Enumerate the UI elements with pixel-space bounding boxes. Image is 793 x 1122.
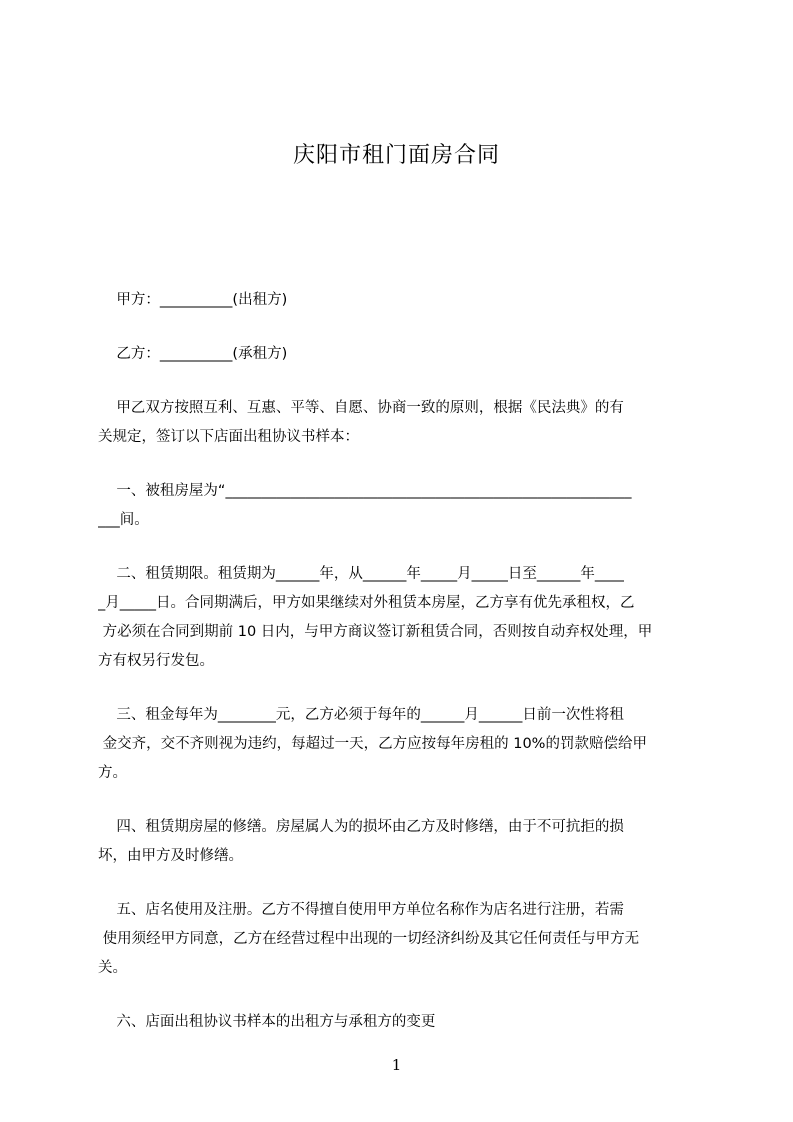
clause-1-line-1: 一、被租房屋为“________________________________________________________ [98, 483, 632, 499]
clause-6-line-1: 六、店面出租协议书样本的出租方与承租方的变更 [98, 1014, 436, 1030]
clause-2-line-4: 方有权另行发包。 [98, 653, 214, 669]
preamble-line-1: 甲乙双方按照互利、互惠、平等、自愿、协商一致的原则，根据《民法典》的有 [98, 400, 624, 416]
clause-4-line-2: 坏，由甲方及时修缮。 [98, 848, 243, 864]
clause-2-line-3: 方必须在合同到期前 10 日内，与甲方商议签订新租赁合同，否则按自动弃权处理，甲 [98, 624, 653, 640]
clause-4-line-1: 四、租赁期房屋的修缮。房屋属人为的损坏由乙方及时修缮，由于不可抗拒的损 [98, 819, 624, 835]
clause-5-line-2: 使用须经甲方同意，乙方在经营过程中出现的一切经济纠纷及其它任何责任与甲方无 [98, 931, 640, 947]
clause-5-line-1: 五、店名使用及注册。乙方不得擅自使用甲方单位名称作为店名进行注册，若需 [98, 902, 624, 918]
clause-3-line-2: 金交齐，交不齐则视为违约，每超过一天，乙方应按每年房租的 10%的罚款赔偿给甲 [98, 736, 647, 752]
clause-3-line-3: 方。 [98, 765, 127, 781]
clause-1-line-2: ___间。 [98, 512, 149, 528]
clause-2-line-2: _月_____日。合同期满后，甲方如果继续对外租赁本房屋，乙方享有优先承租权，乙 [98, 595, 635, 611]
preamble-line-2: 关规定，签订以下店面出租协议书样本： [98, 429, 359, 445]
page-number: 1 [391, 1056, 402, 1074]
party-a-line: 甲方：__________(出租方) [98, 292, 288, 308]
clause-3-line-1: 三、租金每年为________元，乙方必须于每年的______月______日前一次性将租 [98, 707, 624, 723]
document-title: 庆阳市租门面房合同 [292, 143, 500, 168]
clause-2-line-1: 二、租赁期限。租赁期为______年，从______年_____月_____日至______年____ [98, 566, 624, 582]
party-b-line: 乙方：__________(承租方) [98, 346, 288, 362]
clause-5-line-3: 关。 [98, 960, 127, 976]
